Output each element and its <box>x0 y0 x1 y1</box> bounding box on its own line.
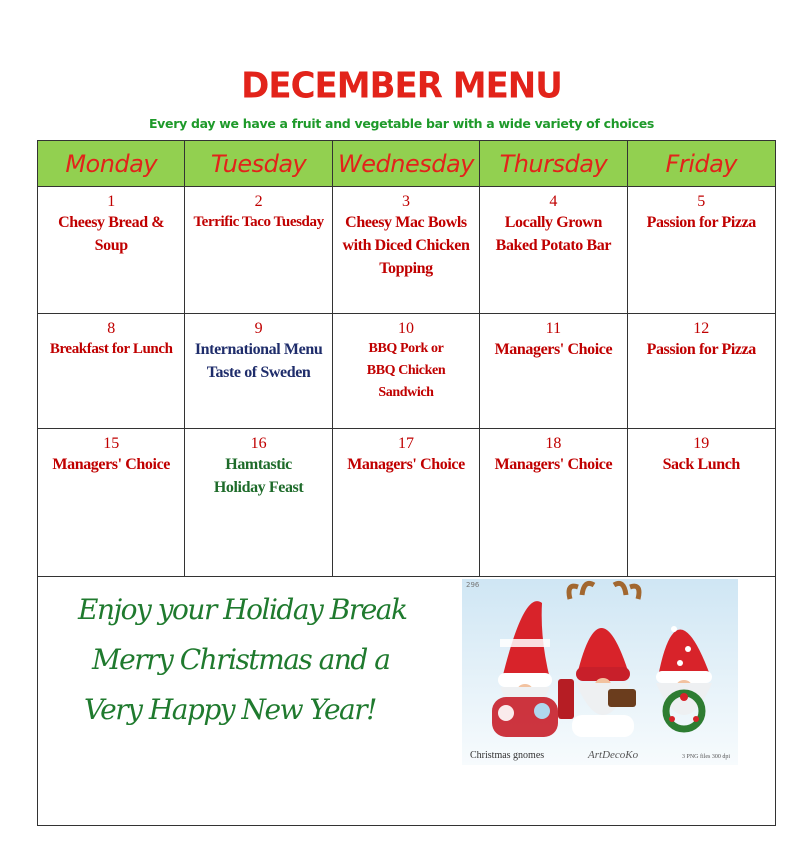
day-number: 15 <box>103 435 120 452</box>
day-cell <box>628 314 775 428</box>
caption-title: Christmas gnomes <box>470 750 545 761</box>
day-number: 19 <box>693 435 710 452</box>
day-cell <box>38 429 185 576</box>
page-subtitle: Every day we have a fruit and vegetable bar with a wide variety of choices <box>148 116 655 131</box>
day-number: 12 <box>693 320 710 337</box>
weekday-wednesday: Wednesday <box>333 141 480 186</box>
day-cell <box>628 187 775 313</box>
day-number: 1 <box>107 193 116 210</box>
meal-name: Managers' Choice <box>52 456 170 473</box>
weekday-monday: Monday <box>38 141 185 186</box>
gnome-left-icon <box>492 601 558 737</box>
menu-calendar <box>37 140 776 826</box>
meal-name: Sack Lunch <box>662 456 740 473</box>
day-number: 5 <box>697 193 706 210</box>
day-number: 2 <box>254 193 263 210</box>
weekday-header <box>38 141 775 187</box>
day-number: 8 <box>107 320 116 337</box>
holiday-line: Merry Christmas and a <box>92 643 390 676</box>
gnome-illustration-icon <box>462 579 738 765</box>
weekday-tuesday: Tuesday <box>185 141 332 186</box>
holiday-line: Enjoy your Holiday Break <box>78 593 407 626</box>
meal-name: Managers' Choice <box>347 456 465 473</box>
holiday-message <box>78 585 418 735</box>
day-number: 3 <box>401 193 410 210</box>
meal-name: Cheesy Mac Bowls with Diced Chicken Topping <box>342 214 470 277</box>
day-cell <box>480 429 627 576</box>
meal-name: BBQ Pork or BBQ Chicken Sandwich <box>366 341 446 400</box>
meal-name: Passion for Pizza <box>646 341 756 358</box>
image-caption <box>470 749 730 761</box>
meal-name: Hamtastic Holiday Feast <box>213 456 304 496</box>
day-cell <box>628 429 775 576</box>
day-number: 16 <box>250 435 267 452</box>
day-number: 9 <box>254 320 263 337</box>
meal-name: Cheesy Bread & Soup <box>58 214 165 254</box>
meal-name: Locally Grown Baked Potato Bar <box>495 214 612 254</box>
day-cell <box>333 314 480 428</box>
day-cell <box>333 429 480 576</box>
day-number: 4 <box>549 193 558 210</box>
holiday-footer <box>38 577 775 825</box>
meal-name: Breakfast for Lunch <box>49 341 173 357</box>
week-row-3 <box>38 429 775 577</box>
caption-brand: ArtDecoKo <box>588 749 639 761</box>
day-number: 17 <box>397 435 414 452</box>
week-row-2 <box>38 314 775 429</box>
day-cell <box>185 314 332 428</box>
day-number: 10 <box>397 320 414 337</box>
day-cell <box>185 429 332 576</box>
image-number: 296 <box>466 581 480 589</box>
weekday-thursday: Thursday <box>480 141 627 186</box>
day-number: 11 <box>545 320 562 337</box>
week-row-1 <box>38 187 775 314</box>
meal-name: Managers' Choice <box>494 456 613 473</box>
meal-name: Terrific Taco Tuesday <box>193 214 324 230</box>
weekday-friday: Friday <box>665 149 737 178</box>
meal-name: Managers' Choice <box>494 341 613 358</box>
day-cell <box>38 314 185 428</box>
day-cell <box>480 314 627 428</box>
day-cell <box>480 187 627 313</box>
gnome-middle-icon <box>558 583 639 737</box>
holiday-line: Very Happy New Year! <box>84 693 376 726</box>
day-cell <box>333 187 480 313</box>
gnome-right-icon <box>656 626 712 729</box>
day-number: 18 <box>545 435 562 452</box>
day-cell <box>185 187 332 313</box>
christmas-gnomes-image <box>462 579 738 765</box>
meal-name: International Menu Taste of Sweden <box>194 341 323 381</box>
page-title: DECEMBER MENU <box>241 65 562 107</box>
caption-files: 3 PNG files 300 dpi <box>682 754 730 760</box>
meal-name: Passion for Pizza <box>646 214 756 231</box>
day-cell <box>38 187 185 313</box>
